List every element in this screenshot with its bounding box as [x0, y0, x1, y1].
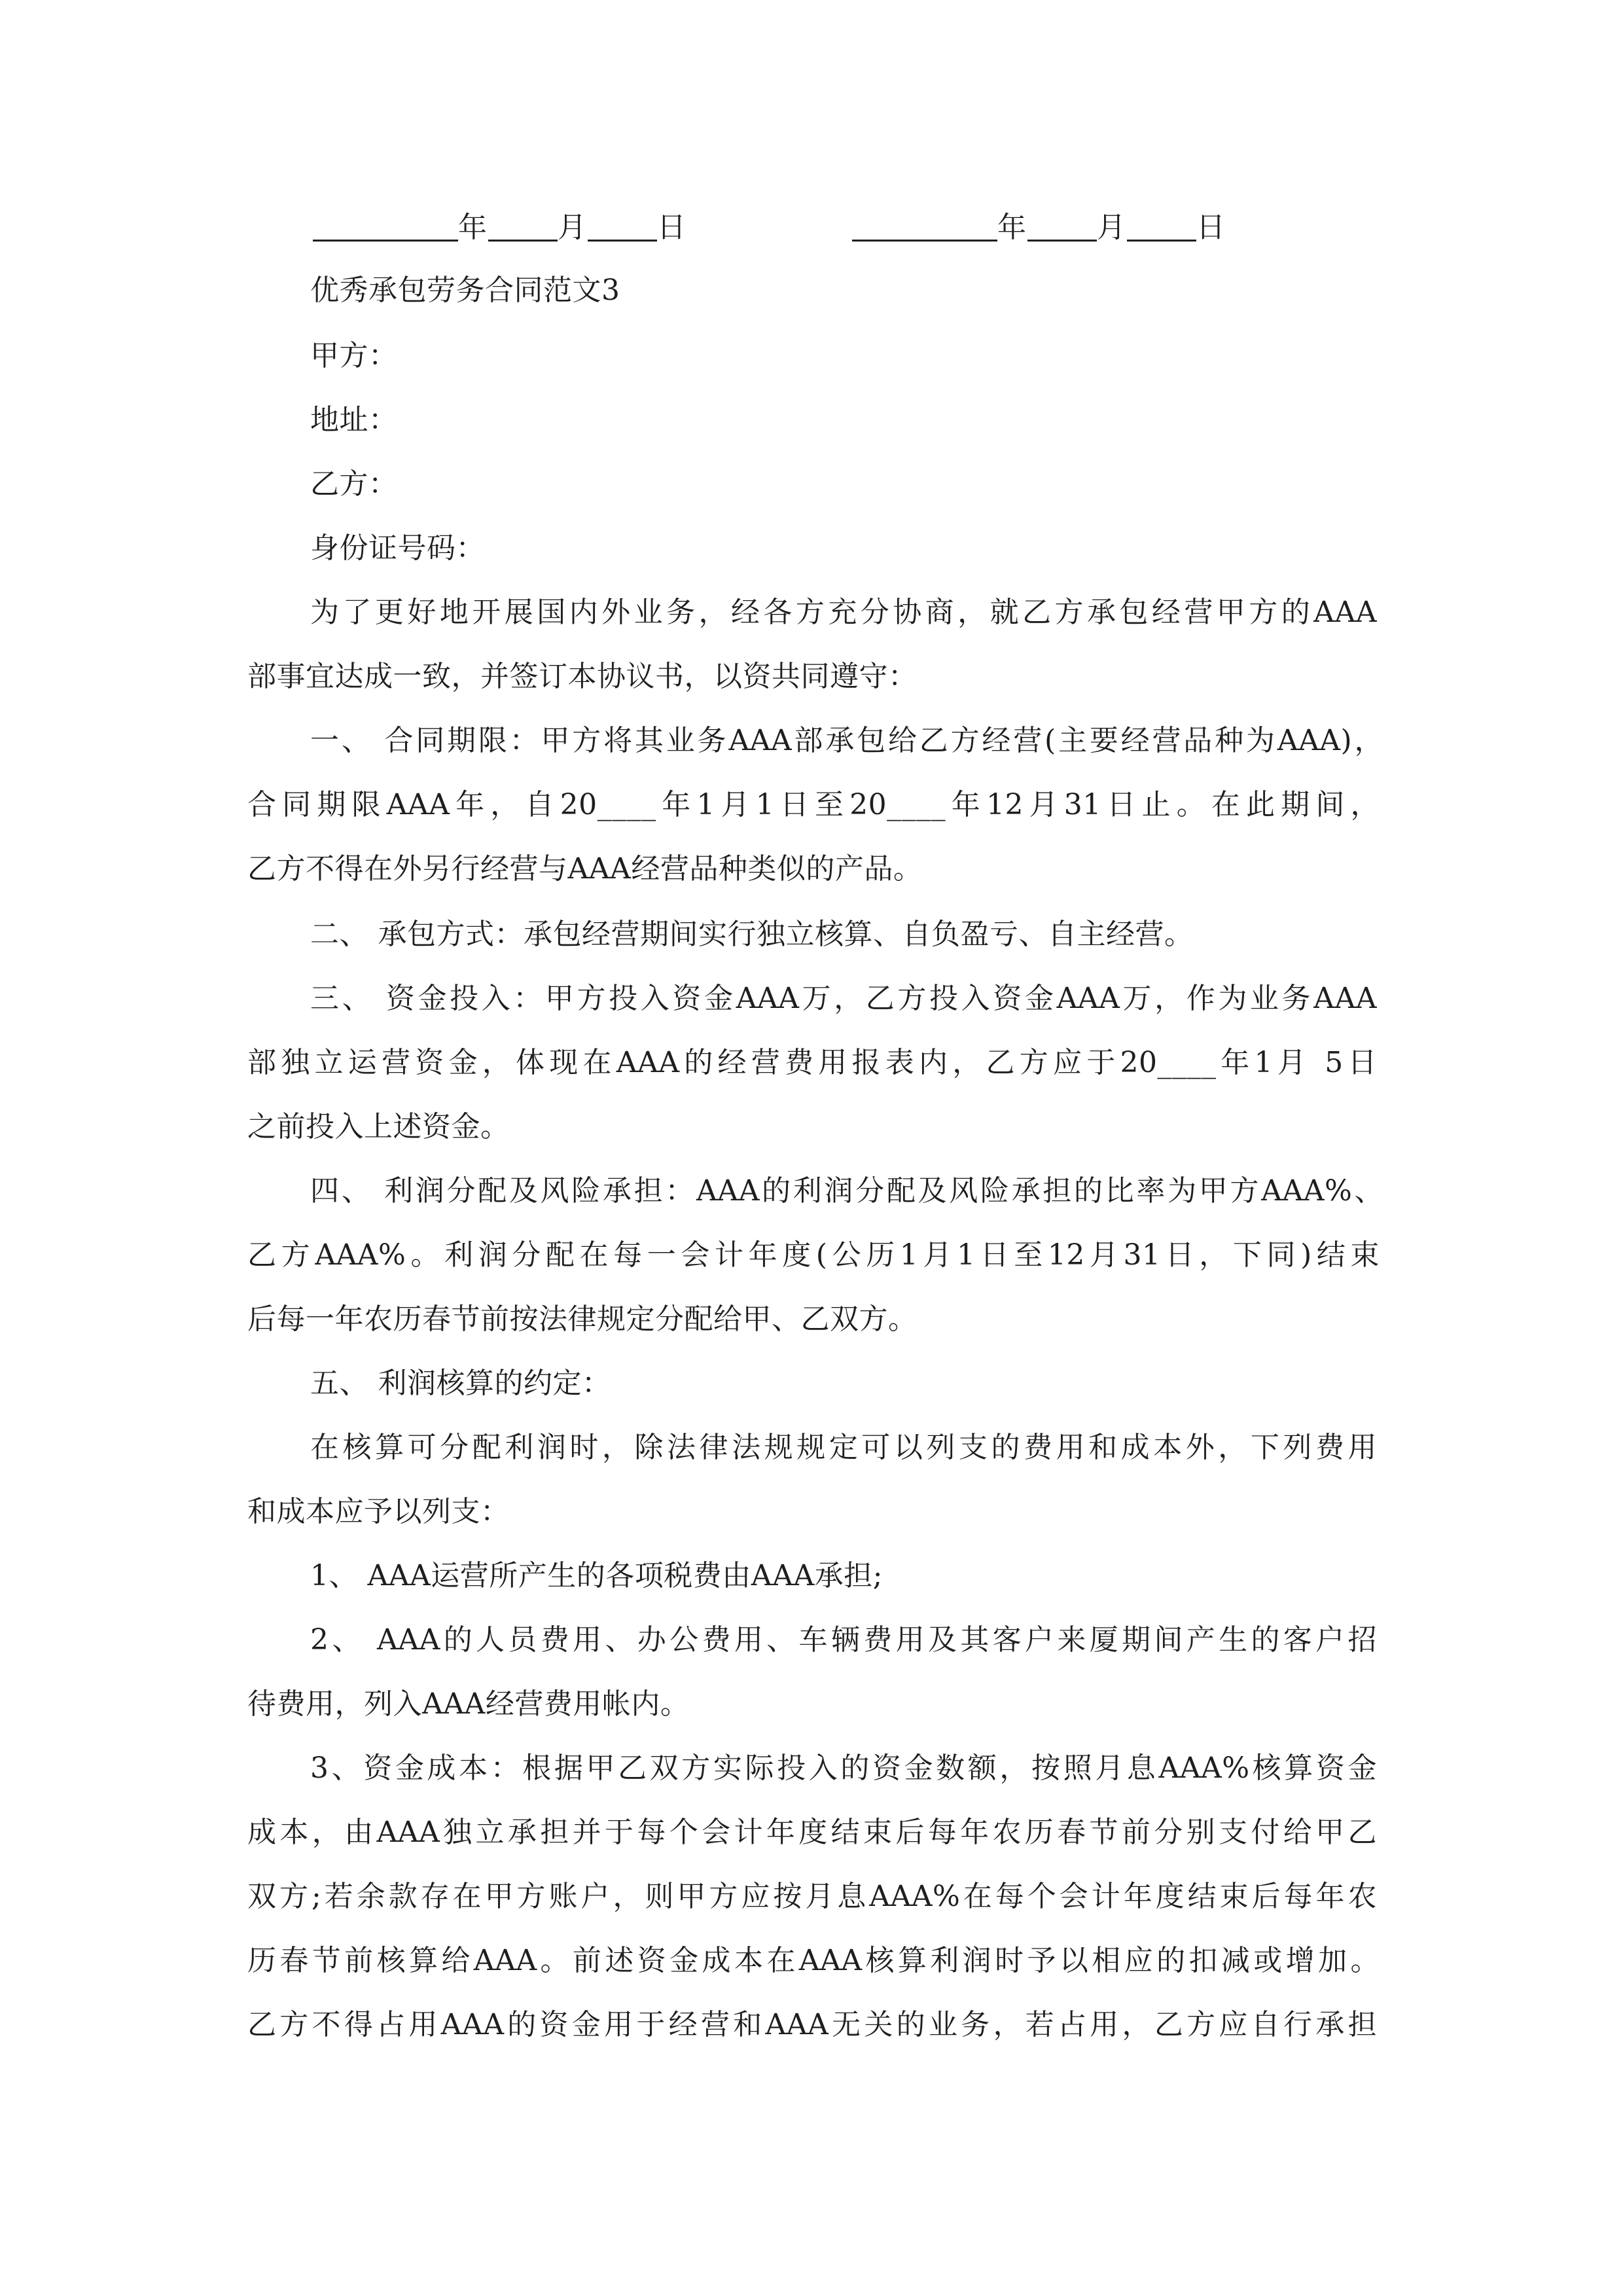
address-field: 地址：: [310, 403, 398, 437]
year-label-right: 年: [997, 211, 1027, 244]
paragraph-line: 部事宜达成一致，并签订本协议书，以资共同遵守：: [247, 660, 918, 693]
paragraph-line: 2、 AAA的人员费用、办公费用、车辆费用及其客户来厦期间产生的客户招: [310, 1623, 1377, 1657]
paragraph-line: 三、 资金投入：甲方投入资金AAA万，乙方投入资金AAA万，作为业务AAA: [310, 982, 1377, 1015]
day-label: 日: [657, 211, 687, 244]
paragraph-line: 后每一年农历春节前按法律规定分配给甲、乙双方。: [247, 1302, 918, 1336]
id-number-field: 身份证号码：: [310, 531, 485, 565]
paragraph-line: 双方;若余款存在甲方账户，则甲方应按月息AAA%在每个会计年度结束后每年农: [247, 1880, 1377, 1913]
paragraph-line: 乙方不得在外另行经营与AAA经营品种类似的产品。: [247, 852, 923, 886]
month-label-right: 月: [1097, 211, 1126, 244]
paragraph-line: 乙方不得占用AAA的资金用于经营和AAA无关的业务，若占用，乙方应自行承担: [247, 2008, 1377, 2041]
party-b-field: 乙方：: [310, 467, 398, 501]
month-blank: [488, 211, 558, 242]
paragraph-line: 和成本应予以列支：: [247, 1495, 510, 1528]
paragraph-line: 待费用，列入AAA经营费用帐内。: [247, 1687, 690, 1721]
paragraph-line: 乙方AAA%。利润分配在每一会计年度(公历1月1日至12月31日，下同)结束: [247, 1238, 1380, 1272]
day-blank-right: [1127, 211, 1196, 242]
paragraph-line: 二、 承包方式：承包经营期间实行独立核算、自负盈亏、自主经营。: [310, 918, 1194, 951]
paragraph-line: 合同期限AAA年，自20____年1月1日至20____年12月31日止。在此期间，: [247, 788, 1380, 821]
document-title: 优秀承包劳务合同范文3: [310, 274, 620, 307]
paragraph-line: 1、 AAA运营所产生的各项税费由AAA承担;: [310, 1559, 883, 1592]
day-blank: [588, 211, 657, 242]
paragraph-line: 一、 合同期限：甲方将其业务AAA部承包给乙方经营(主要经营品种为AAA)，: [310, 724, 1383, 757]
paragraph-line: 3、资金成本：根据甲乙双方实际投入的资金数额，按照月息AAA%核算资金: [310, 1751, 1377, 1785]
day-label-right: 日: [1196, 211, 1226, 244]
paragraph-line: 四、 利润分配及风险承担：AAA的利润分配及风险承担的比率为甲方AAA%、: [310, 1174, 1383, 1208]
paragraph-line: 历春节前核算给AAA。前述资金成本在AAA核算利润时予以相应的扣减或增加。: [247, 1944, 1380, 1977]
year-blank: [313, 211, 458, 242]
year-blank-right: [852, 211, 997, 242]
year-label: 年: [458, 211, 488, 244]
paragraph-line: 之前投入上述资金。: [247, 1110, 510, 1143]
paragraph-line: 在核算可分配利润时，除法律法规规定可以列支的费用和成本外，下列费用: [310, 1431, 1377, 1464]
month-label: 月: [558, 211, 587, 244]
paragraph-line: 成本，由AAA独立承担并于每个会计年度结束后每年农历春节前分别支付给甲乙: [247, 1816, 1377, 1849]
party-a-field: 甲方：: [310, 339, 398, 372]
paragraph-line: 五、 利润核算的约定：: [310, 1367, 611, 1400]
paragraph-line: 为了更好地开展国内外业务，经各方充分协商，就乙方承包经营甲方的AAA: [310, 596, 1377, 629]
month-blank-right: [1027, 211, 1097, 242]
paragraph-line: 部独立运营资金，体现在AAA的经营费用报表内，乙方应于20____年1月 5日: [247, 1046, 1377, 1079]
signature-date-left: [0, 208, 1623, 247]
